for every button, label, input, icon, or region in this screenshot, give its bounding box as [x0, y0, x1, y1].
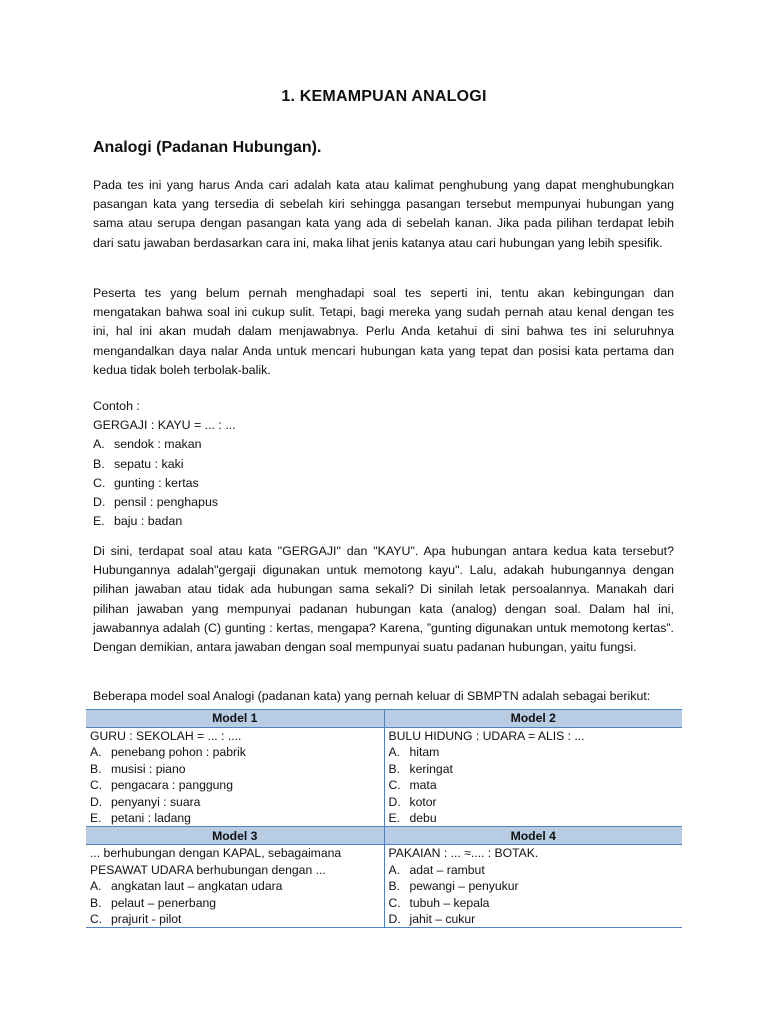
- option-text: pengacara : panggung: [111, 778, 233, 793]
- option-text: angkatan laut – angkatan udara: [111, 879, 283, 894]
- model1-question: GURU : SEKOLAH = ... : ....: [90, 729, 242, 743]
- model3-question-line1: ... berhubungan dengan KAPAL, sebagaimana: [90, 846, 342, 861]
- paragraph-intro: Pada tes ini yang harus Anda cari adalah kata atau kalimat penghubung yang dapat menghubungkan pasangan kata yang tersedia di sebelah kiri sehingga pasangan tersebut mempunyai hubungan yang sama atau serupa dengan pasangan kata yang ada di sebelah kanan. Jika pada pilihan terdapat lebih dari satu jawaban berdasarkan cara ini, maka lihat jenis katanya atau cari hubungan yang lebih spesifik.: [93, 178, 674, 250]
- option-letter: E.: [90, 811, 102, 826]
- model1-option: [90, 761, 380, 777]
- model3-question-line2: PESAWAT UDARA berhubungan dengan ...: [90, 862, 326, 877]
- example-option: [93, 512, 683, 531]
- table-intro: Beberapa model soal Analogi (padanan kata) yang pernah keluar di SBMPTN adalah sebagai berikut:: [93, 689, 651, 703]
- option-letter: D.: [90, 794, 103, 809]
- paragraph-discussion: Di sini, terdapat soal atau kata "GERGAJI" dan "KAYU". Apa hubungan antara kedua kata tersebut? Hubungannya adalah"gergaji digunakan untuk memotong kayu". Lalu, adakah hubungannya dengan pilihan jawaban atau tidak ada hubungan sama sekali? Di sinilah letak persoalannya. Manakah dari pilihan jawaban yang mempunyai padanan hubungan kata (analog) dengan soal. Dalam hal ini, jawabannya adalah (C) gunting : kertas, mengapa? Karena, ”gunting digunakan untuk memotong kertas”. Dengan demikian, antara jawaban dengan soal mempunyai suatu padanan hubungan, yaitu fungsi.: [93, 544, 674, 655]
- model3-option: [90, 878, 380, 894]
- section-subtitle: Analogi (Padanan Hubungan).: [93, 139, 322, 156]
- option-text: gunting : kertas: [114, 475, 199, 490]
- model4-header: Model 4: [384, 827, 682, 845]
- option-letter: C.: [90, 778, 103, 793]
- paragraph-explanation: Peserta tes yang belum pernah menghadapi soal tes seperti ini, tentu akan kebingungan dan mengatakan bahwa soal ini cukup sulit. Tetapi, bagi mereka yang sudah pernah atau kenal dengan tes ini, hal ini akan mudah dalam menjawabnya. Perlu Anda ketahui di sini bahwa tes ini seluruhnya mengandalkan daya nalar Anda untuk mencari hubungan kata yang tepat dan posisi kata pertama dan kedua tidak boleh terbolak-balik.: [93, 286, 674, 377]
- model4-option: [389, 911, 679, 927]
- model2-header: Model 2: [384, 710, 682, 728]
- option-text: pewangi – penyukur: [409, 879, 519, 894]
- page-title: 1. KEMAMPUAN ANALOGI: [281, 88, 487, 105]
- option-text: penyanyi : suara: [111, 794, 201, 809]
- model1-option: [90, 794, 380, 810]
- model4-option: [389, 895, 679, 911]
- option-letter: D.: [388, 794, 401, 809]
- model1-option: [90, 744, 380, 760]
- example-option: [93, 493, 683, 512]
- model1-header: Model 1: [86, 710, 384, 728]
- option-letter: A.: [388, 745, 401, 760]
- model2-question: BULU HIDUNG : UDARA = ALIS : ...: [388, 729, 585, 743]
- model2-option: [389, 744, 679, 760]
- option-letter: B.: [93, 456, 105, 471]
- option-letter: B.: [388, 761, 401, 776]
- option-letter: C.: [388, 895, 401, 910]
- model3-cell: [86, 845, 384, 928]
- option-text: baju : badan: [114, 514, 183, 529]
- table-row: [86, 728, 682, 827]
- option-text: adat – rambut: [409, 862, 485, 877]
- model2-option: [389, 810, 679, 826]
- model2-option: [389, 777, 679, 793]
- option-text: sendok : makan: [114, 437, 202, 452]
- model3-option: [90, 911, 380, 927]
- table-header-row: [86, 827, 682, 845]
- example-option: [93, 474, 683, 493]
- option-letter: A.: [93, 437, 105, 452]
- option-text: pensil : penghapus: [114, 495, 219, 510]
- example-label: Contoh :: [93, 399, 140, 413]
- option-letter: C.: [388, 778, 401, 793]
- option-text: penebang pohon : pabrik: [111, 745, 246, 760]
- models-table: [86, 709, 682, 928]
- example-block: [93, 397, 683, 531]
- option-text: mata: [409, 778, 437, 793]
- option-text: tubuh – kepala: [409, 895, 490, 910]
- option-letter: A.: [388, 862, 401, 877]
- option-text: debu: [409, 811, 437, 826]
- table-row: [86, 845, 682, 928]
- option-text: pelaut – penerbang: [111, 895, 217, 910]
- option-text: kotor: [409, 794, 437, 809]
- option-text: hitam: [409, 745, 440, 760]
- option-text: prajurit - pilot: [111, 912, 182, 927]
- option-text: jahit – cukur: [409, 912, 476, 927]
- model4-question: PAKAIAN : ... ≈.... : BOTAK.: [388, 846, 539, 861]
- example-option: [93, 435, 683, 454]
- table-header-row: [86, 710, 682, 728]
- model4-option: [389, 878, 679, 894]
- option-letter: E.: [388, 811, 401, 826]
- option-letter: A.: [90, 745, 102, 760]
- model2-option: [389, 761, 679, 777]
- option-text: keringat: [409, 761, 453, 776]
- example-option: [93, 455, 683, 474]
- option-letter: D.: [93, 495, 106, 510]
- option-letter: C.: [93, 475, 106, 490]
- option-letter: E.: [93, 514, 105, 529]
- option-letter: B.: [90, 761, 102, 776]
- model3-option: [90, 895, 380, 911]
- model1-option: [90, 810, 380, 826]
- option-letter: B.: [90, 895, 102, 910]
- option-text: petani : ladang: [111, 811, 191, 826]
- option-letter: B.: [388, 879, 401, 894]
- model2-option: [389, 794, 679, 810]
- option-letter: C.: [90, 912, 103, 927]
- example-question: GERGAJI : KAYU = ... : ...: [93, 418, 236, 433]
- model4-option: [389, 862, 679, 878]
- option-text: sepatu : kaki: [114, 456, 184, 471]
- option-text: musisi : piano: [111, 761, 186, 776]
- model2-cell: [384, 728, 682, 827]
- option-letter: A.: [90, 879, 102, 894]
- model4-cell: [384, 845, 682, 928]
- model1-option: [90, 777, 380, 793]
- option-letter: D.: [388, 912, 401, 927]
- model1-cell: [86, 728, 384, 827]
- model3-header: Model 3: [86, 827, 384, 845]
